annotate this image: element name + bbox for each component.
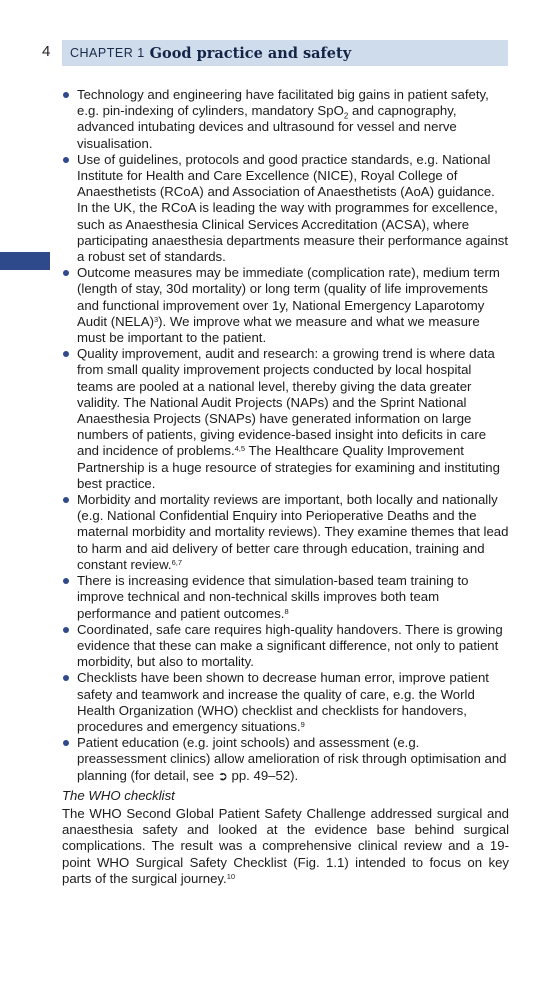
text-run: ). We improve what we measure and what we measure must be important to the patient. xyxy=(77,313,480,346)
text-run: Use of guidelines, protocols and good practice standards, e.g. National Institute for Health and Care Excellence (NICE), Royal College of Anaesthetists (RCoA) and Association of Anaesthetists (AoA) guidance. In the UK, the RCoA is leading the way with programmes for excellence, such as Anaesthesia Clinical Services Accreditation (ACSA), where participating anaesthesia departments measure their performance against a robust set of standards. xyxy=(77,151,509,265)
bullet-dot-icon xyxy=(63,675,69,681)
bullet-item xyxy=(62,670,509,735)
bullet-item xyxy=(62,152,509,265)
reference-superscript: 10 xyxy=(226,871,236,881)
chapter-title: Good practice and safety xyxy=(149,44,352,62)
cross-reference-arrow-icon: ➲ xyxy=(217,768,228,783)
text-run: and capnography, advanced intubating devices and ultrasound for vessel and nerve visualisation. xyxy=(77,103,457,151)
bullet-dot-icon xyxy=(63,740,69,746)
chapter-header xyxy=(62,40,508,66)
page-content xyxy=(62,87,509,887)
bullet-dot-icon xyxy=(63,270,69,276)
bullet-dot-icon xyxy=(63,351,69,357)
text-run: Coordinated, safe care requires high-quality handovers. There is growing evidence that these can make a significant difference, not only to patient morbidity, but also to mortality. xyxy=(77,621,503,670)
bullet-item xyxy=(62,735,509,784)
text-run: There is increasing evidence that simulation-based team training to improve technical and non-technical skills improves both team performance and patient outcomes. xyxy=(77,573,469,621)
bullet-item xyxy=(62,622,509,671)
text-run: pp. 49–52). xyxy=(227,767,299,783)
bullet-item xyxy=(62,87,509,152)
bullet-dot-icon xyxy=(63,497,69,503)
text-run: The WHO Second Global Patient Safety Challenge addressed surgical and anaesthesia safety and looked at the evidence base behind surgical complications. The result was a comprehensive clinical review and a 19-point WHO Surgical Safety Checklist (Fig. 1.1) intended to focus on key parts of the surgical journey. xyxy=(62,805,509,886)
bullet-dot-icon xyxy=(63,578,69,584)
text-run: Quality improvement, audit and research: a growing trend is where data from small quality improvement projects conducted by local hospital teams are pooled at a national level, thereby giving the data greater validity. The National Audit Projects (NAPs) and the Sprint National Anaesthesia Projects (SNAPs) have generated information on large numbers of patients, giving evidence-based insight into deficits in care and incidence of problems. xyxy=(77,346,495,459)
subscript: 2 xyxy=(343,111,349,121)
bullet-dot-icon xyxy=(63,157,69,163)
bullet-item xyxy=(62,573,509,622)
bullet-dot-icon xyxy=(63,92,69,98)
text-run: Outcome measures may be immediate (complication rate), medium term (length of stay, 30d mortality) or long term (quality of life improvements and functional improvement over 1y, National Emergency Laparotomy Audit (NELA) xyxy=(77,265,500,329)
reference-superscript: 3 xyxy=(153,314,159,324)
text-run: Checklists have been shown to decrease human error, improve patient safety and teamwork and increase the quality of care, e.g. the World Health Organization (WHO) checklist and checklists for handovers, procedures and emergency situations. xyxy=(77,670,489,734)
bullet-item xyxy=(62,346,509,492)
text-run: Patient education (e.g. joint schools) and assessment (e.g. preassessment clinics) allow amelioration of risk through optimisation and planning (for detail, see xyxy=(77,735,507,783)
section-paragraph xyxy=(62,806,509,887)
reference-superscript: 8 xyxy=(284,606,289,616)
bullet-item xyxy=(62,265,509,346)
reference-superscript: 6,7 xyxy=(171,557,182,567)
bullet-item xyxy=(62,492,509,573)
reference-superscript: 4,5 xyxy=(234,444,246,454)
text-run: Technology and engineering have facilitated big gains in patient safety, e.g. pin-indexing of cylinders, mandatory SpO xyxy=(77,87,489,119)
chapter-thumb-tab xyxy=(0,252,50,270)
reference-superscript: 9 xyxy=(300,719,305,729)
page-number: 4 xyxy=(42,43,51,60)
bullet-dot-icon xyxy=(63,627,69,633)
text-run: The Healthcare Quality Improvement Partnership is a huge resource of strategies for examining and instituting best practice. xyxy=(77,443,500,491)
chapter-label: CHAPTER 1 xyxy=(70,46,145,60)
bullet-list xyxy=(62,87,509,784)
section-heading: The WHO checklist xyxy=(62,787,175,803)
text-run: Morbidity and mortality reviews are important, both locally and nationally (e.g. National Confidential Enquiry into Perioperative Deaths and the maternal morbidity and mortality reviews). They examine themes that lead to harm and aid delivery of better care through education, training and constant review. xyxy=(77,492,509,572)
